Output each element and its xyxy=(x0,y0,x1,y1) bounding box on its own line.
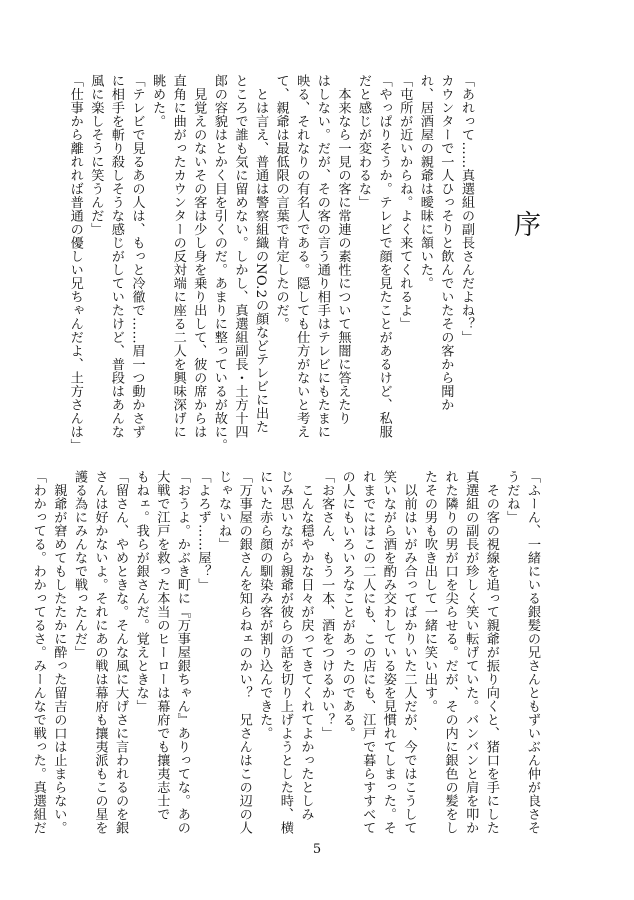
text-line: 「よろず……屋？」 xyxy=(195,470,211,592)
text-line: 眺めた。 xyxy=(150,74,166,128)
text-line: 本来なら一見の客に常連の素性について無闇に答えたり xyxy=(335,74,351,425)
text-line: 「留さん、やめときな。そんな風に大げさに言われるのを銀 xyxy=(113,470,129,835)
text-line: 「お客さん、もう一本、酒をつけるかい？」 xyxy=(319,470,335,740)
text-line: その客の視線を追って親爺が振り向くと、猪口を手にした xyxy=(483,470,499,835)
text-line: 「ふーん、一緒にいる銀髪の兄さんともずいぶん仲が良さそ xyxy=(525,470,540,835)
text-line: 護る為にみんなで戦ったんだ」 xyxy=(71,470,87,659)
text-line: に相手を斬り殺しそうな感じがしていたけど、普段はあんな xyxy=(108,74,124,439)
text-line: うだね」 xyxy=(504,470,520,524)
text-line: じゃないね」 xyxy=(216,470,232,551)
text-line: 直角に曲がったカウンターの反対端に座る二人を興味深げに xyxy=(170,74,186,439)
text-line: 「わかってる。わかってるさ。みーんなで戦った。真選組だ xyxy=(30,470,46,835)
text-line: の人にもいろいろなことがあったのである。 xyxy=(339,470,355,740)
text-line: 「仕事から離れれば普通の優しい兄ちゃんだよ、土方さんは」 xyxy=(67,74,83,452)
text-line: れ、居酒屋の親爺は曖昧に頷いた。 xyxy=(417,74,433,290)
text-line: たその男も吹き出して一緒に笑い出す。 xyxy=(422,470,438,713)
text-line: 笑いながら酒を酌み交わしている姿を見慣れてしまった。そ xyxy=(380,470,396,835)
text-line: とは言え、普通は警察組織のNO.2の顔などテレビに出た xyxy=(253,74,269,434)
text-line: 「あれって……真選組の副長さんだよね？」 xyxy=(459,74,474,344)
text-line: カウンターで一人ひっそりと飲んでいたその客から聞か xyxy=(438,74,454,412)
text-line: 見覚えのないその客は少し身を乗り出して、彼の席からは xyxy=(191,74,207,439)
text-line: 以前はいがみ合ってばかりいた二人だが、今ではこうして xyxy=(401,470,417,835)
text-line: れた隣りの男が口を尖らせる。だが、その内に銀色の髪をし xyxy=(442,470,458,835)
text-line: 「屯所が近いからね。よく来てくれるよ」 xyxy=(397,74,413,331)
lower-text-block xyxy=(30,470,542,840)
text-line: 大戦で江戸を救った本当のヒーローは幕府でも攘夷志士で xyxy=(154,470,170,821)
text-line: 映る、それなりの有名人である。隠しても仕方がないと考え xyxy=(294,74,310,439)
text-line: ところで誰も気に留めない。しかし、真選組副長・土方十四 xyxy=(232,74,248,439)
chapter-title: 序 xyxy=(509,210,540,237)
text-line: れまでにはこの二人にも、この店にも、江戸で暮らすすべて xyxy=(360,470,376,835)
text-line: こんな穏やかな日々が戻ってきてくれてよかったとしみ xyxy=(298,470,314,821)
text-line: 真選組の副長が珍しく笑い転げていた。バンバンと肩を叩か xyxy=(463,470,479,835)
text-line: 親爺が窘めてもしたたかに酔った留吉の口は止まらない。 xyxy=(51,470,67,835)
text-line: 「万事屋の銀さんを知らねェのかい？ 兄さんはこの辺の人 xyxy=(236,470,252,835)
upper-text-block xyxy=(67,74,476,452)
text-line: もねェ。我らが銀さんだ。覚えときな」 xyxy=(133,470,149,713)
text-line: にいた赤ら顔の馴染み客が割り込んできた。 xyxy=(257,470,273,740)
text-line: じみ思いながら親爺が彼らの話を切り上げようとした時、横 xyxy=(277,470,293,835)
text-line: さんは好かないよ。それにあの戦は幕府も攘夷派もこの星を xyxy=(92,470,108,835)
text-line: 「やっぱりそうか。テレビで顔を見たことがあるけど、私服 xyxy=(376,74,392,439)
page-number: 5 xyxy=(312,842,322,857)
text-line: 「テレビで見るあの人は、もっと冷徹で……眉一つ動かさず xyxy=(129,74,145,439)
text-line: はしない。だが、その客の言う通り相手はテレビにもたまに xyxy=(314,74,330,439)
text-line: て、親爺は最低限の言葉で肯定したのだ。 xyxy=(273,74,289,331)
text-line: 郎の容貌はとかく目を引くのだ。あまりに整っているが故に。 xyxy=(211,74,227,452)
text-line: 風に楽しそうに笑うんだ」 xyxy=(88,74,104,236)
text-line: だと感じが変わるな」 xyxy=(356,74,372,209)
text-line: 「おうよ。かぶき町に『万事屋銀ちゃん』ありってな。あの xyxy=(174,470,190,835)
